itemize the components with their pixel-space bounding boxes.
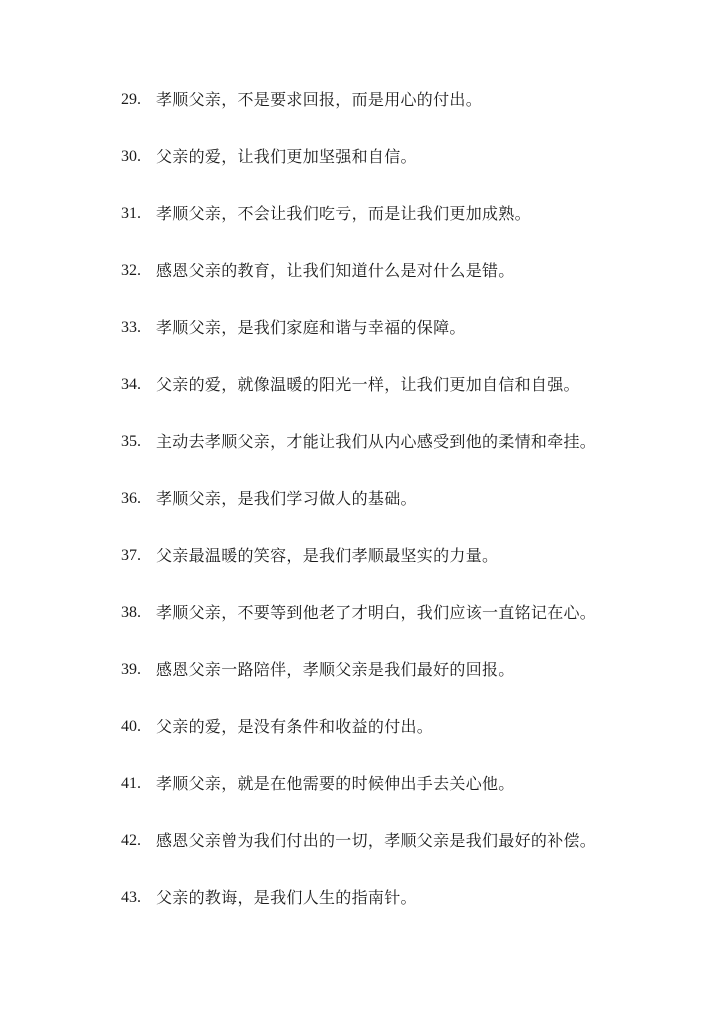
- item-number: 33.: [121, 319, 141, 336]
- item-text: 孝顺父亲，是我们学习做人的基础。: [156, 489, 417, 508]
- list-item: [121, 314, 681, 371]
- item-text: 父亲的爱，是没有条件和收益的付出。: [156, 717, 434, 736]
- item-text: 感恩父亲曾为我们付出的一切，孝顺父亲是我们最好的补偿。: [156, 831, 597, 850]
- list-item: [121, 656, 681, 713]
- item-number: 42.: [121, 832, 141, 849]
- item-number: 41.: [121, 775, 141, 792]
- item-number: 40.: [121, 718, 141, 735]
- item-text: 父亲的教诲，是我们人生的指南针。: [156, 888, 417, 907]
- item-number: 39.: [121, 661, 141, 678]
- item-number: 29.: [121, 91, 141, 108]
- item-text: 主动去孝顺父亲，才能让我们从内心感受到他的柔情和牵挂。: [156, 432, 597, 451]
- item-text: 孝顺父亲，不要等到他老了才明白，我们应该一直铭记在心。: [156, 603, 597, 622]
- item-number: 37.: [121, 547, 141, 564]
- item-text: 感恩父亲的教育，让我们知道什么是对什么是错。: [156, 261, 515, 280]
- item-number: 38.: [121, 604, 141, 621]
- item-text: 孝顺父亲，不是要求回报，而是用心的付出。: [156, 90, 483, 109]
- list-item: [121, 599, 681, 656]
- item-text: 孝顺父亲，不会让我们吃亏，而是让我们更加成熟。: [156, 204, 531, 223]
- item-number: 32.: [121, 262, 141, 279]
- item-text: 感恩父亲一路陪伴，孝顺父亲是我们最好的回报。: [156, 660, 515, 679]
- item-number: 43.: [121, 889, 141, 906]
- list-item: [121, 86, 681, 143]
- item-number: 35.: [121, 433, 141, 450]
- item-text: 父亲最温暖的笑容，是我们孝顺最坚实的力量。: [156, 546, 499, 565]
- item-text: 父亲的爱，就像温暖的阳光一样，让我们更加自信和自强。: [156, 375, 580, 394]
- list-item: [121, 713, 681, 770]
- item-number: 36.: [121, 490, 141, 507]
- item-number: 34.: [121, 376, 141, 393]
- list-item: [121, 257, 681, 314]
- item-text: 孝顺父亲，是我们家庭和谐与幸福的保障。: [156, 318, 466, 337]
- item-text: 父亲的爱，让我们更加坚强和自信。: [156, 147, 417, 166]
- item-text: 孝顺父亲，就是在他需要的时候伸出手去关心他。: [156, 774, 515, 793]
- list-item: [121, 371, 681, 428]
- list-item: [121, 542, 681, 599]
- list-item: [121, 428, 681, 485]
- list-item: [121, 485, 681, 542]
- list-item: [121, 200, 681, 257]
- list-item: [121, 143, 681, 200]
- numbered-list: [121, 86, 681, 941]
- item-number: 30.: [121, 148, 141, 165]
- list-item: [121, 770, 681, 827]
- item-number: 31.: [121, 205, 141, 222]
- list-item: [121, 827, 681, 884]
- list-item: [121, 884, 681, 941]
